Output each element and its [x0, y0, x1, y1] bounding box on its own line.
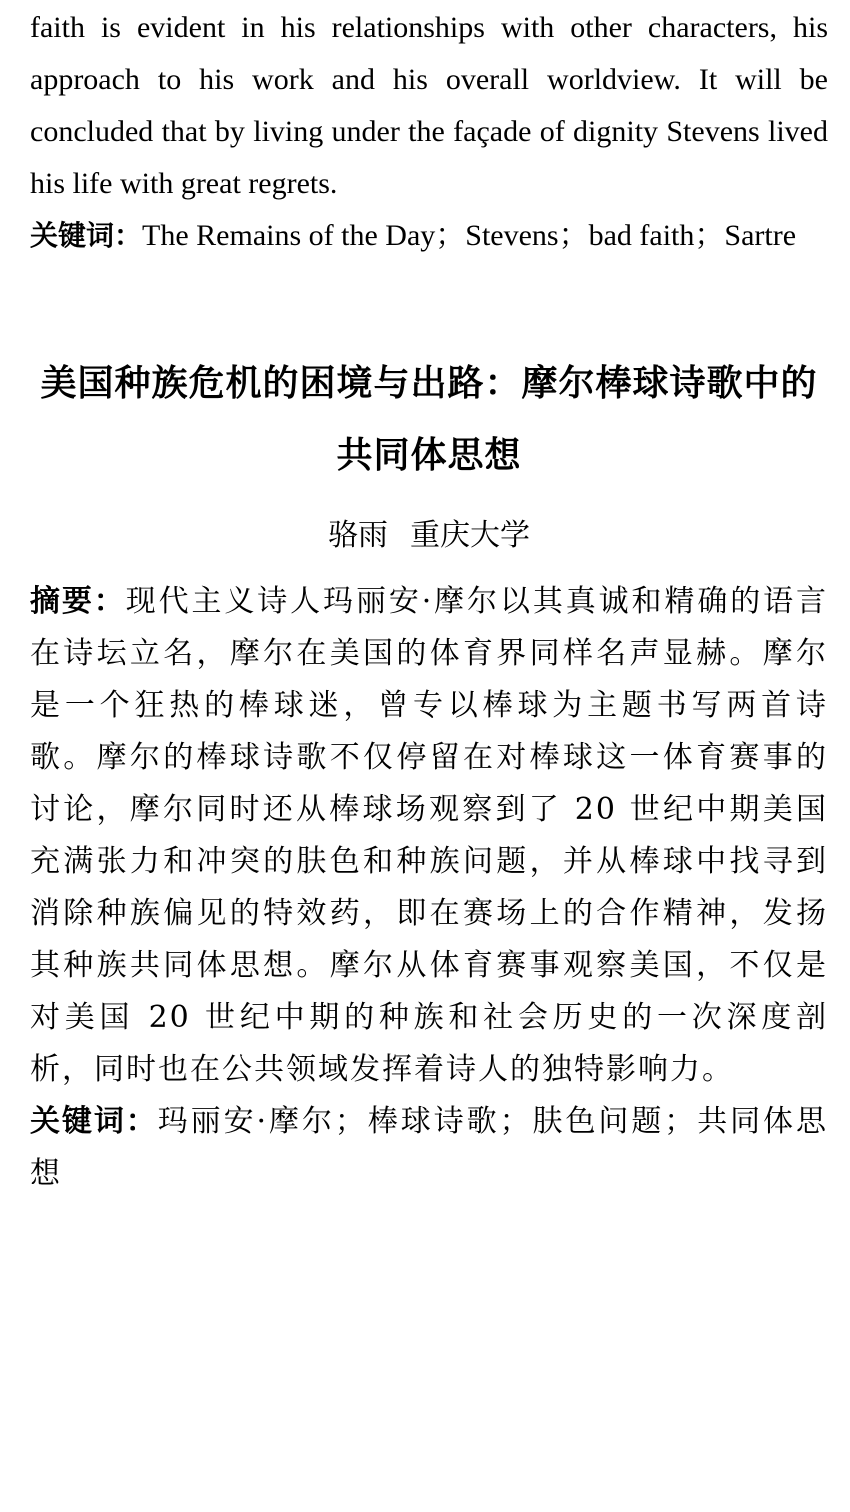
document-page: [30, 0, 828, 1200]
previous-keywords-text: The Remains of the Day；Stevens；bad faith；Sartre: [142, 219, 797, 252]
article-keywords: [30, 1096, 828, 1200]
author-line: [30, 510, 828, 562]
article-title: 美国种族危机的困境与出路：摩尔棒球诗歌中的共同体思想: [40, 363, 818, 476]
author-affiliation: 重庆大学: [410, 518, 530, 553]
article-abstract: [30, 576, 828, 1096]
abstract-label: 摘要：: [30, 584, 126, 619]
previous-keywords-label: 关键词：: [30, 219, 143, 252]
keywords-label: 关键词：: [30, 1104, 158, 1139]
author-name: 骆雨: [328, 518, 388, 553]
keywords-text: 玛丽安·摩尔；棒球诗歌；肤色问题；共同体思想: [30, 1104, 828, 1191]
previous-abstract-tail: faith is evident in his relationships with other characters, his approach to his work and his overall worldview. It will be concluded that by living under the façade of dignity Stevens lived his life with great regrets.: [30, 11, 828, 200]
previous-keywords: [30, 210, 828, 262]
abstract-text: 现代主义诗人玛丽安·摩尔以其真诚和精确的语言在诗坛立名，摩尔在美国的体育界同样名声显赫。摩尔是一个狂热的棒球迷，曾专以棒球为主题书写两首诗歌。摩尔的棒球诗歌不仅停留在对棒球这一体育赛事的讨论，摩尔同时还从棒球场观察到了 20 世纪中期美国充满张力和冲突的肤色和种族问题，并从棒球中找寻到消除种族偏见的特效药，即在赛场上的合作精神，发扬其种族共同体思想。摩尔从体育赛事观察美国，不仅是对美国 20 世纪中期的种族和社会历史的一次深度剖析，同时也在公共领域发挥着诗人的独特影响力。: [30, 584, 828, 1087]
